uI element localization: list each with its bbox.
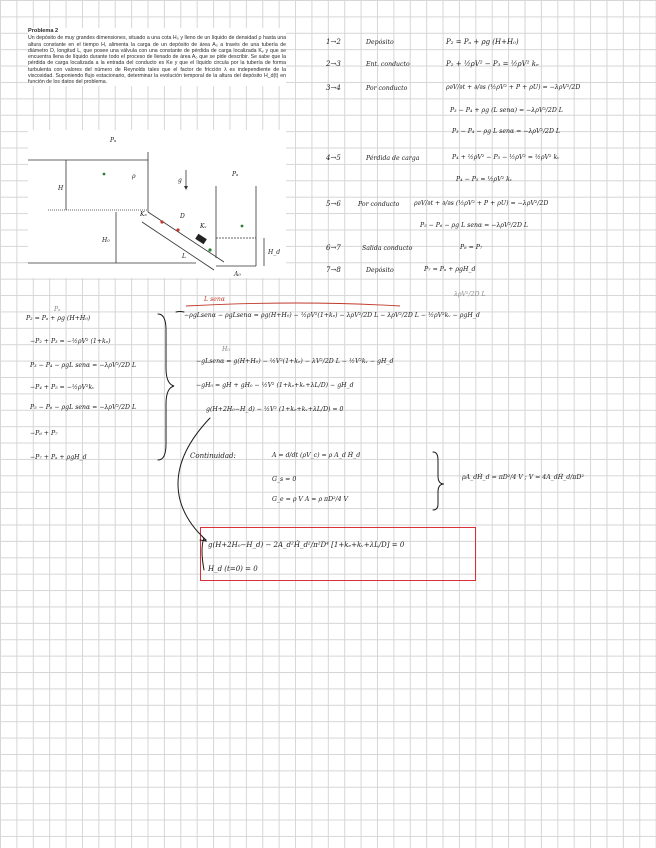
step-7-range: 7→8 [326,266,341,274]
sum-line-4: g(H+2H₀−H_d) − ½V² (1+kₑ+kᵥ+λL/D) = 0 [206,406,344,413]
label-g: g [178,177,182,184]
step-6-name: Salida conducto [362,245,413,252]
sum-line-2: −gLsenα = g(H+H₀) − ½V²(1+kₑ) − λV²/2D L − ½V²kᵥ − gH_d [196,358,394,365]
problem-title: Problema 2 [28,28,59,34]
label-Ke: Kₑ [140,211,147,218]
continuity-brace [433,452,444,510]
step-1-range: 1→2 [326,38,341,46]
label-H: H [58,185,64,192]
step-1-name: Depósito [366,39,394,46]
label-D: D [180,213,185,220]
continuity-eq-3: G_e = ρ V A = ρ πD²/4 V [272,496,349,503]
step-5-name: Por conducto [358,201,400,208]
continuity-label: Continuidad: [190,452,236,460]
step-4-name: Pérdida de carga [366,155,420,162]
left-eq-7: −P₇ + Pₐ + ρgH_d [30,454,87,461]
red-underbrace [186,303,400,306]
annotation-lsenalpha: L senα [204,296,226,303]
label-A0: A₀ [234,271,241,278]
sum-line-3: −gH₀ = gH + gH₀ − ½V² (1+kₑ+kᵥ+λL/D) − gH_d [196,382,354,389]
step-5b-eq: P₅ − P₆ − ρg L senα = −λρV²/2D L [420,222,529,229]
label-H0: H₀ [102,237,110,244]
continuity-eq-1: A = d/dt (ρV_c) = ρ A_d Ḣ_d [272,452,361,459]
answer-line-2: H_d (t=0) = 0 [208,565,258,573]
left-brace [158,314,174,460]
step-4b-eq: P₄ − P₅ = ½ρV² kᵥ [456,176,513,183]
step-5-range: 5→6 [326,200,341,208]
step-3b-eq: P₃ − P₄ + ρg (L senα) = −λρV²/2D L [450,107,563,114]
left-eq-2: −P₂ + P₃ = −½ρV² (1+kₑ) [30,338,111,345]
label-L: L [182,253,186,260]
continuity-result: ρA_dḢ_d = πD²/4 V ; V = 4A_dḢ_d/πD² [462,474,584,481]
step-6-range: 6→7 [326,244,341,252]
answer-brace [202,538,204,570]
left-eq-3: P₃ − P₄ − ρgL senα = −λρV²/2D L [30,362,137,369]
continuity-eq-2: G_s = 0 [272,476,297,483]
answer-line-1: g(H+2H₀−H_d) − 2A_d²Ḣ_d²/π²D⁴ [1+kₑ+kᵥ+λL/D] = 0 [208,541,405,549]
step-2-eq: P₂ + ½ρV² − P₃ = ½ρV² kₑ [446,60,539,68]
label-Hd: H_d [268,249,281,256]
step-4-range: 4→5 [326,154,341,162]
left-eq-1: P₂ = Pₐ + ρg (H+H₀) [26,315,91,322]
step-2-name: Ent. conducto [366,61,410,68]
step-3-name: Por conducto [366,85,408,92]
step-4-eq: P₄ + ½ρV² − P₅ − ½ρV² = ½ρV² kᵥ [452,154,560,161]
step-7-eq: P₇ = Pₐ + ρgH_d [424,266,476,273]
left-eq-4: −P₄ + P₅ = −½ρV²kᵥ [30,384,95,391]
annotation-pa: Pₐ [54,306,61,313]
annotation-h0: H₀ [222,346,230,353]
problem-text: Un depósito de muy grandes dimensiones, situado a una cota H₀ y lleno de un líquido de densidad ρ hasta una altura constante en el tiempo H, alimenta la carga de un depósito de área A₀ a través de una tubería de diámetro D, longitud L, que posee una válvula con una constante de pérdida de carga localizada Kᵥ y que se encuentra llena de líquido durante todo el proceso de llenado de área A₀ que se pide describir. Se sabe que la pérdida de carga localizada a la entrada del conducto es Ke y que el líquido circula por la tubería de forma turbulenta con valores del número de Reynolds tales que el factor de fricción λ es independiente de la viscosidad. Suponiendo flujo estacionario, determinar la evolución temporal de la altura del depósito H_d(t) en función de los datos del problema. [28,35,286,86]
label-rho: ρ [132,173,136,180]
step-1-eq: P₂ = Pₐ + ρg (H+H₀) [446,38,519,46]
curved-arrow [178,418,210,540]
label-pa-right: Pₐ [232,171,239,178]
step-2-range: 2→3 [326,60,341,68]
step-3-eq: ρ∂V/∂t + ∂/∂s (½ρV² + P + ρU) = −λρV²/2D [446,84,581,91]
annotation-lambda: λρV²/2D L [454,291,486,298]
left-eq-5: P₅ − P₆ − ρgL senα = −λρV²/2D L [30,404,137,411]
left-eq-6: −P₆ + P₇ [30,430,58,437]
step-3-range: 3→4 [326,84,341,92]
step-3c-eq: P₃ − P₄ − ρg L senα = −λρV²/2D L [452,128,561,135]
step-5-eq: ρ∂V/∂t + ∂/∂s (½ρV² + P + ρU) = −λρV²/2D [414,200,549,207]
step-6-eq: P₆ = P₇ [460,244,483,251]
label-pa-left: Pₐ [110,137,117,144]
label-Kv: Kᵥ [200,223,207,230]
step-7-name: Depósito [366,267,394,274]
sum-line-1: −ρgLsenα − ρgLsenα = ρg(H+H₀) − ½ρV²(1+kₑ) − λρV²/2D L − λρV²/2D L − ½ρV²kᵥ − ρgH_d [184,312,480,319]
